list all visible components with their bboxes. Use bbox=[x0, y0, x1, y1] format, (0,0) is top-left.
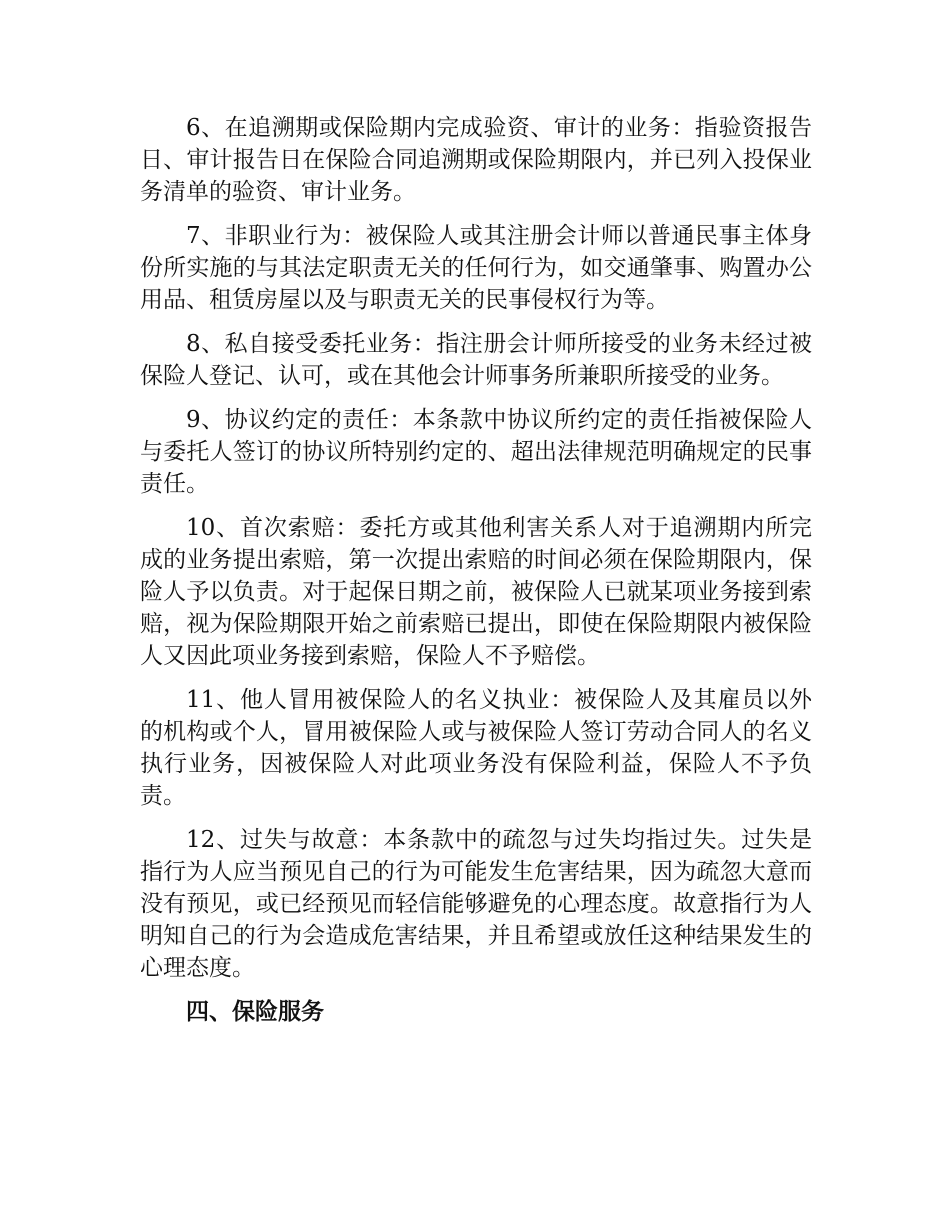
definition-paragraph-7: 7、非职业行为：被保险人或其注册会计师以普通民事主体身份所实施的与其法定职责无关的任何行为，如交通肇事、购置办公用品、租赁房屋以及与职责无关的民事侵权行为等。 bbox=[140, 223, 812, 313]
definition-paragraph-10: 10、首次索赔：委托方或其他利害关系人对于追溯期内所完成的业务提出索赔，第一次提出索赔的时间必须在保险期限内，保险人予以负责。对于起保日期之前，被保险人已就某项业务接到索赔，视为保险期限开始之前索赔已提出，即使在保险期限内被保险人又因此项业务接到索赔，保险人不予赔偿。 bbox=[140, 515, 812, 669]
definition-paragraph-12: 12、过失与故意：本条款中的疏忽与过失均指过失。过失是指行为人应当预见自己的行为可能发生危害结果，因为疏忽大意而没有预见，或已经预见而轻信能够避免的心理态度。故意指行为人明知自己的行为会造成危害结果，并且希望或放任这种结果发生的心理态度。 bbox=[140, 827, 812, 981]
document-body bbox=[140, 112, 812, 1028]
definition-paragraph-8: 8、私自接受委托业务：指注册会计师所接受的业务未经过被保险人登记、认可，或在其他会计师事务所兼职所接受的业务。 bbox=[140, 331, 812, 389]
section-heading: 四、保险服务 bbox=[186, 999, 324, 1025]
definition-paragraph-6: 6、在追溯期或保险期内完成验资、审计的业务：指验资报告日、审计报告日在保险合同追溯期或保险期限内，并已列入投保业务清单的验资、审计业务。 bbox=[140, 115, 812, 205]
definition-paragraph-9: 9、协议约定的责任：本条款中协议所约定的责任指被保险人与委托人签订的协议所特别约定的、超出法律规范明确规定的民事责任。 bbox=[140, 407, 812, 497]
definition-paragraph-11: 11、他人冒用被保险人的名义执业：被保险人及其雇员以外的机构或个人，冒用被保险人或与被保险人签订劳动合同人的名义执行业务，因被保险人对此项业务没有保险利益，保险人不予负责。 bbox=[140, 687, 812, 809]
